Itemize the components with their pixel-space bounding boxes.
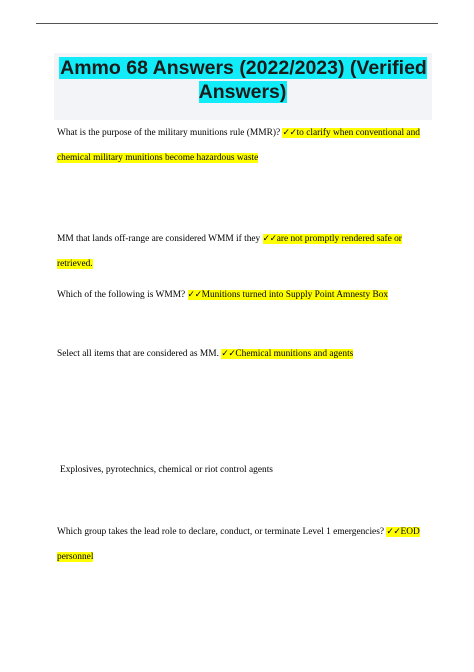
answer-text: Chemical munitions and agents	[235, 349, 354, 359]
double-check-icon: ✓✓	[262, 234, 277, 244]
answer-highlight	[221, 349, 353, 359]
qa-item-1	[57, 121, 437, 171]
double-check-icon: ✓✓	[187, 290, 202, 300]
double-check-icon: ✓✓	[386, 527, 401, 537]
answer-text: are not promptly rendered safe or retrieved.	[57, 234, 402, 269]
answer-text: to clarify when conventional and chemical military munitions become hazardous waste	[57, 128, 420, 163]
extra-line: Explosives, pyrotechnics, chemical or riot control agents	[60, 465, 273, 475]
document-title-text: Ammo 68 Answers (2022/2023) (Verified Answers)	[60, 57, 427, 103]
answer-text: Munitions turned into Supply Point Amnesty Box	[201, 290, 389, 300]
double-check-icon: ✓✓	[282, 128, 297, 138]
top-rule	[36, 23, 438, 24]
qa-item-2	[57, 227, 437, 277]
answer-highlight	[188, 290, 389, 300]
question-text: MM that lands off-range are considered WMM if they	[57, 234, 261, 244]
question-text: Select all items that are considered as MM.	[57, 349, 219, 359]
document-title	[54, 56, 432, 104]
question-text: Which group takes the lead role to declare, conduct, or terminate Level 1 emergencies?	[57, 527, 385, 537]
question-text: What is the purpose of the military munitions rule (MMR)?	[57, 128, 281, 138]
answer-text: EOD personnel	[57, 527, 420, 562]
qa-item-4	[57, 342, 437, 367]
question-text: Which of the following is WMM?	[57, 290, 186, 300]
qa-item-3	[57, 283, 437, 308]
qa-item-5	[57, 520, 437, 570]
double-check-icon: ✓✓	[221, 349, 236, 359]
